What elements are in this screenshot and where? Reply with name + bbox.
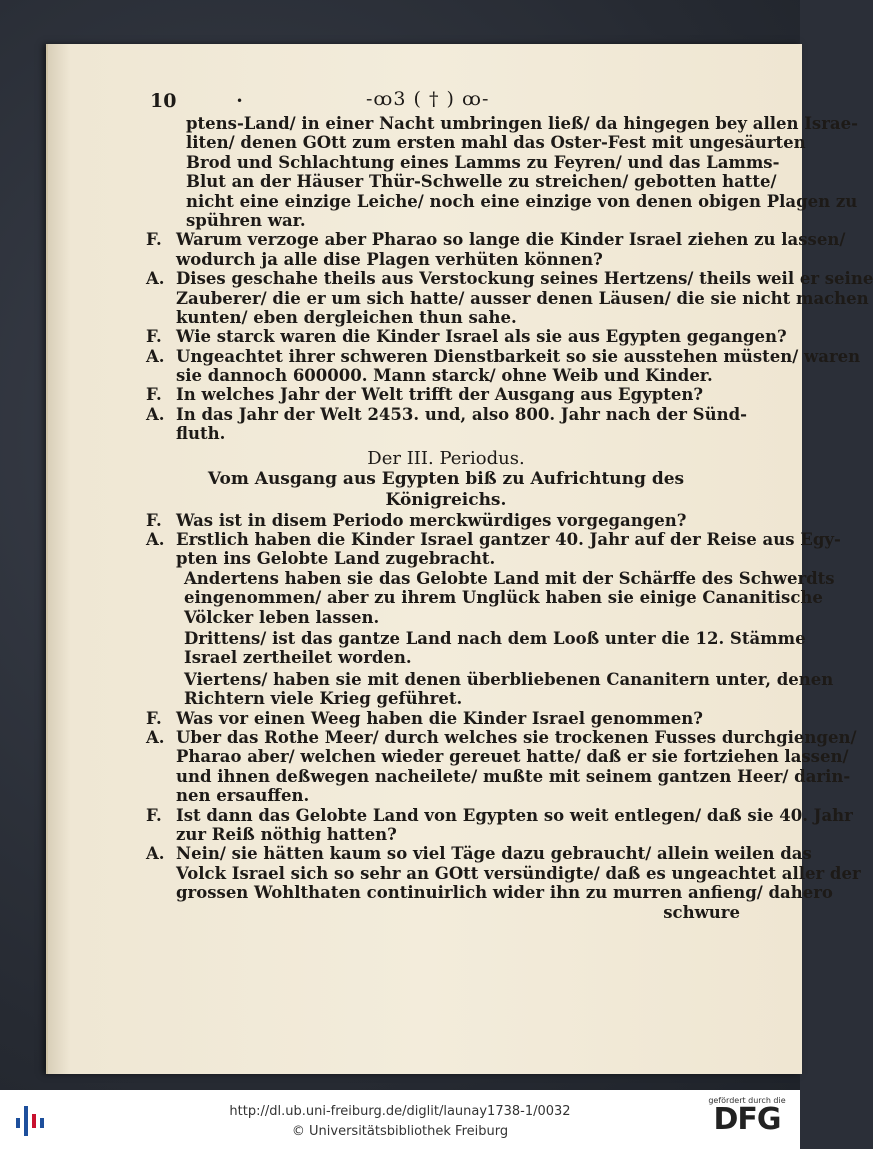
text-line: Warum verzoge aber Pharao so lange die Kinder Israel ziehen zu lassen/ [176,230,846,250]
text-line: Völcker leben lassen. [184,607,380,627]
text-line: nen ersauffen. [176,786,310,806]
dfg-funding-badge [704,1096,790,1135]
text-line: Israel zertheilet worden. [184,648,412,668]
text-line: nicht eine einzige Leiche/ noch eine einzige von denen obigen Plagen zu [186,191,858,211]
text-line: In das Jahr der Welt 2453. und, also 800. Jahr nach der Sünd- [176,404,747,424]
answer-entry [146,530,841,569]
text-line: Erstlich haben die Kinder Israel gantzer 40. Jahr auf der Reise aus Egy- [176,530,841,550]
question-entry [146,805,853,845]
catchword: schwure [663,902,740,922]
text-line: Dises geschahe theils aus Verstockung seines Hertzens/ theils weil er seine [176,269,873,289]
entry-text [176,405,747,444]
entry-label: F. [146,805,162,825]
entry-label: A. [146,844,165,864]
entry-text [176,806,853,845]
question-answer-list [146,510,841,569]
entry-text [176,230,845,269]
text-line: sie dannoch 600000. Mann starck/ ohne Weib und Kinder. [176,366,713,386]
text-line: Andertens haben sie das Gelobte Land mit der Schärffe des Schwerdts [184,568,835,588]
text-line: Was ist in disem Periodo merckwürdiges vorgegangen? [176,510,687,530]
text-line: zur Reiß nöthig hatten? [176,824,397,844]
text-line: spühren war. [186,210,306,230]
text-line: kunten/ eben dergleichen thun sahe. [176,307,517,327]
body-text [146,114,873,922]
section-period-heading: Der III. Periodus. [367,447,525,469]
entry-label: A. [146,404,165,424]
entry-text [176,844,861,902]
page-content [146,88,873,922]
entry-label: F. [146,510,162,530]
text-line: eingenommen/ aber zu ihrem Unglück haben sie einige Cananitische [184,588,823,608]
text-line: Was vor einen Weeg haben die Kinder Israel genommen? [176,708,703,728]
paragraph-viertens [146,669,834,709]
text-line: Pharao aber/ welchen wieder gereuet hatte/ daß er sie fortziehen lassen/ [176,747,849,767]
question-entry [146,385,746,404]
entry-text [176,728,856,806]
dfg-caption: gefördert durch die [708,1096,786,1105]
answer-entry [146,405,746,444]
source-url[interactable]: http://dl.ub.uni-freiburg.de/diglit/launay1738-1/0032 [229,1104,571,1119]
continuation-paragraph [146,114,858,230]
entry-text [176,269,873,327]
section-title-line: Königreichs. [385,489,507,510]
dfg-logo: DFG [713,1102,781,1137]
entry-label: A. [146,530,165,550]
text-line: Ist dann das Gelobte Land von Egypten so weit entlegen/ daß sie 40. Jahr [176,805,853,825]
question-answer-list [146,230,873,444]
section-title-line: Vom Ausgang aus Egypten biß zu Aufrichtung des [207,468,685,489]
text-line: Wie starck waren die Kinder Israel als sie aus Egypten gegangen? [176,327,787,347]
question-entry [146,709,746,728]
answer-entry [146,844,861,903]
text-line: Brod und Schlachtung eines Lamms zu Feyren/ und das Lamms- [186,152,780,172]
text-line: Viertens/ haben sie mit denen überbliebenen Cananitern unter, denen [184,669,834,689]
text-line: ptens-Land/ in einer Nacht umbringen ließ/ da hingegen bey allen Israe- [186,114,858,133]
text-line: pten ins Gelobte Land zugebracht. [176,549,496,569]
text-line: Blut an der Häuser Thür-Schwelle zu streichen/ gebotten hatte/ [186,172,777,192]
paragraph-drittens [146,629,806,668]
entry-label: A. [146,728,165,747]
entry-label: A. [146,269,165,289]
header-ornament: -ꝏ3 ( † ) ꝏ- [366,88,490,110]
question-entry [146,511,746,530]
question-answer-list [146,708,861,903]
answer-entry [146,269,873,327]
entry-text [176,709,746,728]
footer-bar [0,1090,800,1149]
text-line: fluth. [176,424,226,444]
answer-entry [146,346,861,386]
page-number: 10 [150,90,177,112]
text-line: und ihnen deßwegen nacheilete/ mußte mit seinem gantzen Heer/ darin- [176,766,851,786]
text-line: Zauberer/ die er um sich hatte/ ausser denen Läusen/ die sie nicht machen [176,288,869,308]
page-header [146,88,746,114]
entry-text [176,327,787,346]
entry-label: F. [146,708,162,728]
entry-label: F. [146,230,162,250]
text-line: Drittens/ ist das gantze Land nach dem Looß unter die 12. Stämme [184,629,806,649]
text-line: Volck Israel sich so sehr an GOtt versündigte/ daß es ungeachtet aller der [176,863,861,883]
text-line: In welches Jahr der Welt trifft der Ausgang aus Egypten? [176,385,704,405]
book-page [46,44,873,1074]
text-line: wodurch ja alle dise Plagen verhüten können? [176,249,603,269]
entry-text [176,530,841,569]
text-line: Ungeachtet ihrer schweren Dienstbarkeit so sie ausstehen müsten/ waren [176,346,861,366]
question-entry [146,230,846,269]
text-line: Uber das Rothe Meer/ durch welches sie trockenen Fusses durchgiengen/ [176,728,857,747]
question-entry [146,327,787,347]
entry-text [176,347,860,386]
paragraph-andertens [146,568,835,627]
entry-text [176,511,746,530]
entry-label: A. [146,346,165,366]
text-line: grossen Wohlthaten continuirlich wider ihn zu murren anfieng/ dahero [176,883,833,903]
entry-text [176,385,746,404]
entry-label: F. [146,327,162,347]
text-line: liten/ denen GOtt zum ersten mahl das Oster-Fest mit ungesäurten [186,133,806,153]
entry-label: F. [146,385,162,405]
text-line: Richtern viele Krieg geführet. [184,689,463,709]
header-dot: • [236,94,244,108]
answer-entry [146,728,857,806]
text-line: Nein/ sie hätten kaum so viel Täge dazu gebraucht/ allein weilen das [176,844,812,864]
copyright-notice: © Universitätsbibliothek Freiburg [291,1124,509,1139]
